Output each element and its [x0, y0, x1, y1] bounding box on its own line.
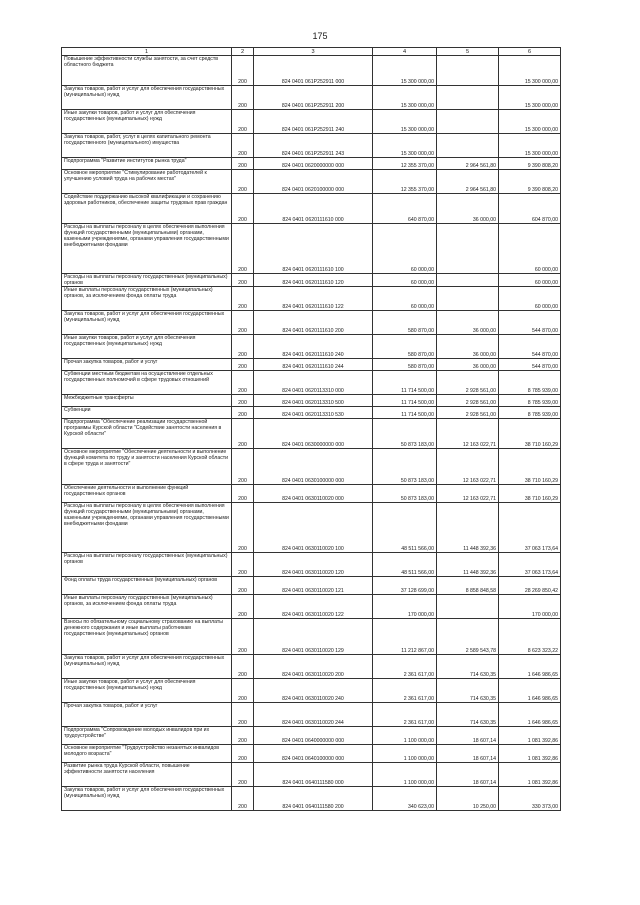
row-value-5	[437, 287, 499, 311]
row-code: 824 0401 061P252911 000	[254, 56, 373, 86]
row-grbs: 200	[232, 274, 254, 287]
row-grbs: 200	[232, 134, 254, 158]
row-name: Взносы по обязательному социальному страхованию на выплаты денежного содержания и иные выплаты работникам государственных (муниципальных) органов	[62, 619, 232, 655]
row-name: Иные выплаты персоналу государственных (муниципальных) органов, за исключением фонда оплаты труда	[62, 287, 232, 311]
row-code: 824 0401 0620111610 120	[254, 274, 373, 287]
row-value-5	[437, 86, 499, 110]
row-code: 824 0401 061P252911 240	[254, 110, 373, 134]
row-code: 824 0401 0630110020 120	[254, 553, 373, 577]
row-value-5: 36 000,00	[437, 335, 499, 359]
row-value-6: 37 063 173,64	[499, 553, 561, 577]
row-name: Развитие рынка труда Курской области, повышение эффективности занятости населения	[62, 763, 232, 787]
row-name: Расходы на выплаты персоналу в целях обеспечения выполнения функций государственными (муниципальными) органами, казенными учреждениями, органами управления государственными внебюджетными фондами	[62, 224, 232, 274]
row-grbs: 200	[232, 449, 254, 485]
row-grbs: 200	[232, 371, 254, 395]
row-grbs: 200	[232, 703, 254, 727]
row-value-6: 37 063 173,64	[499, 503, 561, 553]
row-code: 824 0401 0630110020 129	[254, 619, 373, 655]
row-value-4: 2 361 617,00	[373, 679, 437, 703]
row-name: Прочая закупка товаров, работ и услуг	[62, 703, 232, 727]
row-value-4: 340 623,00	[373, 787, 437, 811]
column-header: 4	[373, 48, 437, 56]
row-code: 824 0401 0620113310 530	[254, 407, 373, 419]
table-row	[62, 371, 561, 395]
row-value-4: 37 128 699,00	[373, 577, 437, 595]
row-value-5: 12 163 022,71	[437, 419, 499, 449]
row-grbs: 200	[232, 763, 254, 787]
row-value-5	[437, 595, 499, 619]
row-value-5: 36 000,00	[437, 359, 499, 371]
row-name: Основное мероприятие "Стимулирование работодателей к улучшению условий труда на рабочих местах"	[62, 170, 232, 194]
row-value-4: 1 100 000,00	[373, 727, 437, 745]
table-row	[62, 359, 561, 371]
row-value-4: 48 511 566,00	[373, 503, 437, 553]
row-grbs: 200	[232, 553, 254, 577]
row-value-5: 36 000,00	[437, 311, 499, 335]
table-row	[62, 287, 561, 311]
row-code: 824 0401 0630110020 000	[254, 485, 373, 503]
row-value-4: 11 714 500,00	[373, 395, 437, 407]
row-value-5: 2 928 561,00	[437, 407, 499, 419]
row-name: Повышение эффективности службы занятости, за счет средств областного бюджета	[62, 56, 232, 86]
row-grbs: 200	[232, 619, 254, 655]
row-value-5: 2 589 543,78	[437, 619, 499, 655]
row-name: Закупка товаров, работ, услуг в целях капитального ремонта государственного (муниципального) имущества	[62, 134, 232, 158]
row-code: 824 0401 0620111610 240	[254, 335, 373, 359]
row-value-5: 18 607,14	[437, 745, 499, 763]
row-value-4: 15 300 000,00	[373, 56, 437, 86]
row-name: Закупка товаров, работ и услуг для обеспечения государственных (муниципальных) нужд	[62, 787, 232, 811]
row-value-6: 1 646 986,65	[499, 703, 561, 727]
row-name: Подпрограмма "Сопровождение молодых инвалидов при их трудоустройстве"	[62, 727, 232, 745]
table-row	[62, 110, 561, 134]
row-name: Субвенции местным бюджетам на осуществление отдельных государственных полномочий в сфере трудовых отношений	[62, 371, 232, 395]
row-value-6: 38 710 160,29	[499, 485, 561, 503]
row-value-5: 714 630,35	[437, 655, 499, 679]
table-row	[62, 619, 561, 655]
row-name: Иные закупки товаров, работ и услуг для обеспечения государственных (муниципальных) нужд	[62, 335, 232, 359]
row-value-5: 12 163 022,71	[437, 449, 499, 485]
row-grbs: 200	[232, 679, 254, 703]
row-value-4: 12 355 370,00	[373, 158, 437, 170]
row-name: Закупка товаров, работ и услуг для обеспечения государственных (муниципальных) нужд	[62, 311, 232, 335]
row-value-4: 11 212 867,00	[373, 619, 437, 655]
row-value-5: 2 964 561,80	[437, 158, 499, 170]
row-value-5	[437, 274, 499, 287]
row-name: Прочая закупка товаров, работ и услуг	[62, 359, 232, 371]
row-value-5: 8 858 848,58	[437, 577, 499, 595]
row-value-6: 1 081 392,86	[499, 763, 561, 787]
row-name: Иные закупки товаров, работ и услуг для обеспечения государственных (муниципальных) нужд	[62, 110, 232, 134]
table-row	[62, 655, 561, 679]
row-value-6: 9 390 808,20	[499, 170, 561, 194]
row-value-5	[437, 56, 499, 86]
table-row	[62, 56, 561, 86]
row-value-6: 1 646 986,65	[499, 655, 561, 679]
row-grbs: 200	[232, 485, 254, 503]
row-value-5: 11 448 392,36	[437, 553, 499, 577]
row-value-4: 1 100 000,00	[373, 745, 437, 763]
row-value-4: 580 870,00	[373, 311, 437, 335]
row-value-5	[437, 224, 499, 274]
row-value-4: 12 355 370,00	[373, 170, 437, 194]
table-row	[62, 86, 561, 110]
row-value-6: 38 710 160,29	[499, 419, 561, 449]
row-value-4: 15 300 000,00	[373, 110, 437, 134]
row-name: Иные выплаты персоналу государственных (муниципальных) органов, за исключением фонда оплаты труда	[62, 595, 232, 619]
row-value-6: 38 710 160,29	[499, 449, 561, 485]
row-value-5: 12 163 022,71	[437, 485, 499, 503]
row-code: 824 0401 0620111610 244	[254, 359, 373, 371]
row-name: Основное мероприятие "Трудоустройство незанятых инвалидов молодого возраста"	[62, 745, 232, 763]
row-value-4: 50 873 183,00	[373, 449, 437, 485]
row-name: Закупка товаров, работ и услуг для обеспечения государственных (муниципальных) нужд	[62, 655, 232, 679]
table-row	[62, 727, 561, 745]
row-code: 824 0401 0620111610 100	[254, 224, 373, 274]
row-value-5: 2 928 561,00	[437, 395, 499, 407]
row-value-5: 714 630,35	[437, 679, 499, 703]
row-value-5: 18 607,14	[437, 763, 499, 787]
table-row	[62, 595, 561, 619]
row-code: 824 0401 0620113310 000	[254, 371, 373, 395]
row-value-6: 170 000,00	[499, 595, 561, 619]
row-value-6: 1 646 986,65	[499, 679, 561, 703]
row-value-4: 60 000,00	[373, 274, 437, 287]
row-code: 824 0401 0640100000 000	[254, 745, 373, 763]
row-value-6: 8 785 939,00	[499, 407, 561, 419]
row-value-4: 580 870,00	[373, 359, 437, 371]
row-value-5: 714 630,35	[437, 703, 499, 727]
row-grbs: 200	[232, 110, 254, 134]
row-value-6: 1 081 392,86	[499, 745, 561, 763]
row-value-4: 580 870,00	[373, 335, 437, 359]
row-value-4: 50 873 183,00	[373, 485, 437, 503]
row-code: 824 0401 0630110020 100	[254, 503, 373, 553]
row-name: Иные закупки товаров, работ и услуг для обеспечения государственных (муниципальных) нужд	[62, 679, 232, 703]
table-row	[62, 395, 561, 407]
table-row	[62, 553, 561, 577]
row-code: 824 0401 0640111580 200	[254, 787, 373, 811]
row-grbs: 200	[232, 86, 254, 110]
row-value-5: 18 607,14	[437, 727, 499, 745]
row-code: 824 0401 0630110020 240	[254, 679, 373, 703]
table-row	[62, 787, 561, 811]
row-code: 824 0401 0620000000 000	[254, 158, 373, 170]
row-grbs: 200	[232, 194, 254, 224]
row-name: Фонд оплаты труда государственных (муниципальных) органов	[62, 577, 232, 595]
row-value-6: 8 785 939,00	[499, 371, 561, 395]
row-grbs: 200	[232, 224, 254, 274]
row-name: Подпрограмма "Обеспечение реализации государственной программы Курской области "Содействие занятости населения в Курской области"	[62, 419, 232, 449]
row-value-6: 544 870,00	[499, 359, 561, 371]
table-row	[62, 577, 561, 595]
table-row	[62, 158, 561, 170]
row-code: 824 0401 061P252911 243	[254, 134, 373, 158]
row-value-6: 60 000,00	[499, 224, 561, 274]
row-value-6: 15 300 000,00	[499, 86, 561, 110]
row-name: Расходы на выплаты персоналу государственных (муниципальных) органов	[62, 553, 232, 577]
row-value-6: 544 870,00	[499, 335, 561, 359]
row-value-6: 28 269 850,42	[499, 577, 561, 595]
row-grbs: 200	[232, 158, 254, 170]
column-header: 3	[254, 48, 373, 56]
row-code: 824 0401 061P252911 200	[254, 86, 373, 110]
table-row	[62, 274, 561, 287]
row-code: 824 0401 0620113310 500	[254, 395, 373, 407]
row-grbs: 200	[232, 359, 254, 371]
column-header: 1	[62, 48, 232, 56]
row-grbs: 200	[232, 170, 254, 194]
row-value-4: 2 361 617,00	[373, 655, 437, 679]
row-name: Расходы на выплаты персоналу государственных (муниципальных) органов	[62, 274, 232, 287]
row-value-5	[437, 110, 499, 134]
row-value-4: 11 714 500,00	[373, 371, 437, 395]
row-name: Расходы на выплаты персоналу в целях обеспечения выполнения функций государственными (муниципальными) органами, казенными учреждениями, органами управления государственными внебюджетными фондами	[62, 503, 232, 553]
row-value-6: 15 300 000,00	[499, 56, 561, 86]
column-header: 6	[499, 48, 561, 56]
row-name: Содействие поддержанию высокой квалификации и сохранению здоровья работников, обеспечение защиты трудовых прав граждан	[62, 194, 232, 224]
row-value-6: 544 870,00	[499, 311, 561, 335]
row-grbs: 200	[232, 395, 254, 407]
row-value-4: 60 000,00	[373, 287, 437, 311]
row-code: 824 0401 0620111610 122	[254, 287, 373, 311]
row-value-5: 2 964 561,80	[437, 170, 499, 194]
row-code: 824 0401 0630000000 000	[254, 419, 373, 449]
column-header: 2	[232, 48, 254, 56]
table-row	[62, 485, 561, 503]
row-code: 824 0401 0630110020 200	[254, 655, 373, 679]
row-value-5: 10 250,00	[437, 787, 499, 811]
row-name: Закупка товаров, работ и услуг для обеспечения государственных (муниципальных) нужд	[62, 86, 232, 110]
row-code: 824 0401 0630110020 121	[254, 577, 373, 595]
row-name: Субвенции	[62, 407, 232, 419]
row-grbs: 200	[232, 503, 254, 553]
row-code: 824 0401 0640111580 000	[254, 763, 373, 787]
row-grbs: 200	[232, 56, 254, 86]
row-grbs: 200	[232, 577, 254, 595]
table-row	[62, 170, 561, 194]
table-row	[62, 419, 561, 449]
row-value-4: 60 000,00	[373, 224, 437, 274]
row-grbs: 200	[232, 745, 254, 763]
row-code: 824 0401 0630110020 244	[254, 703, 373, 727]
row-value-4: 15 300 000,00	[373, 86, 437, 110]
row-grbs: 200	[232, 407, 254, 419]
row-value-4: 11 714 500,00	[373, 407, 437, 419]
row-value-5	[437, 134, 499, 158]
row-value-6: 8 623 323,22	[499, 619, 561, 655]
row-code: 824 0401 0620100000 000	[254, 170, 373, 194]
row-value-6: 60 000,00	[499, 274, 561, 287]
table-row	[62, 335, 561, 359]
row-code: 824 0401 0620111610 200	[254, 311, 373, 335]
row-value-6: 8 785 939,00	[499, 395, 561, 407]
row-value-4: 170 000,00	[373, 595, 437, 619]
row-grbs: 200	[232, 311, 254, 335]
row-name: Межбюджетные трансферты	[62, 395, 232, 407]
row-value-6: 9 390 808,20	[499, 158, 561, 170]
row-grbs: 200	[232, 335, 254, 359]
header-row	[62, 48, 561, 56]
row-value-6: 1 081 392,86	[499, 727, 561, 745]
table-row	[62, 449, 561, 485]
column-header: 5	[437, 48, 499, 56]
row-name: Подпрограмма "Развитие институтов рынка труда"	[62, 158, 232, 170]
table-row	[62, 745, 561, 763]
row-grbs: 200	[232, 655, 254, 679]
row-name: Обеспечение деятельности и выполнение функций государственных органов	[62, 485, 232, 503]
table-row	[62, 503, 561, 553]
row-grbs: 200	[232, 727, 254, 745]
row-grbs: 200	[232, 287, 254, 311]
row-value-4: 2 361 617,00	[373, 703, 437, 727]
table-row	[62, 407, 561, 419]
row-grbs: 200	[232, 787, 254, 811]
table-row	[62, 763, 561, 787]
row-value-4: 15 300 000,00	[373, 134, 437, 158]
table-row	[62, 311, 561, 335]
row-value-4: 48 511 566,00	[373, 553, 437, 577]
row-grbs: 200	[232, 595, 254, 619]
row-value-6: 330 373,00	[499, 787, 561, 811]
row-code: 824 0401 0630110020 122	[254, 595, 373, 619]
table-row	[62, 703, 561, 727]
row-value-5: 36 000,00	[437, 194, 499, 224]
row-value-6: 15 300 000,00	[499, 110, 561, 134]
row-value-6: 60 000,00	[499, 287, 561, 311]
row-name: Основное мероприятие "Обеспечение деятельности и выполнение функций комитета по труду и занятости населения Курской области в сфере труда и занятости"	[62, 449, 232, 485]
row-code: 824 0401 0630100000 000	[254, 449, 373, 485]
row-value-5: 11 448 392,36	[437, 503, 499, 553]
table-row	[62, 224, 561, 274]
row-value-6: 15 300 000,00	[499, 134, 561, 158]
row-value-5: 2 928 561,00	[437, 371, 499, 395]
table-row	[62, 134, 561, 158]
row-value-4: 50 873 183,00	[373, 419, 437, 449]
row-value-6: 604 870,00	[499, 194, 561, 224]
table-row	[62, 679, 561, 703]
row-value-4: 1 100 000,00	[373, 763, 437, 787]
row-code: 824 0401 0620111610 000	[254, 194, 373, 224]
row-value-4: 640 870,00	[373, 194, 437, 224]
row-grbs: 200	[232, 419, 254, 449]
table-row	[62, 194, 561, 224]
row-code: 824 0401 0640000000 000	[254, 727, 373, 745]
budget-table	[61, 47, 561, 811]
page-number: 175	[312, 31, 328, 41]
